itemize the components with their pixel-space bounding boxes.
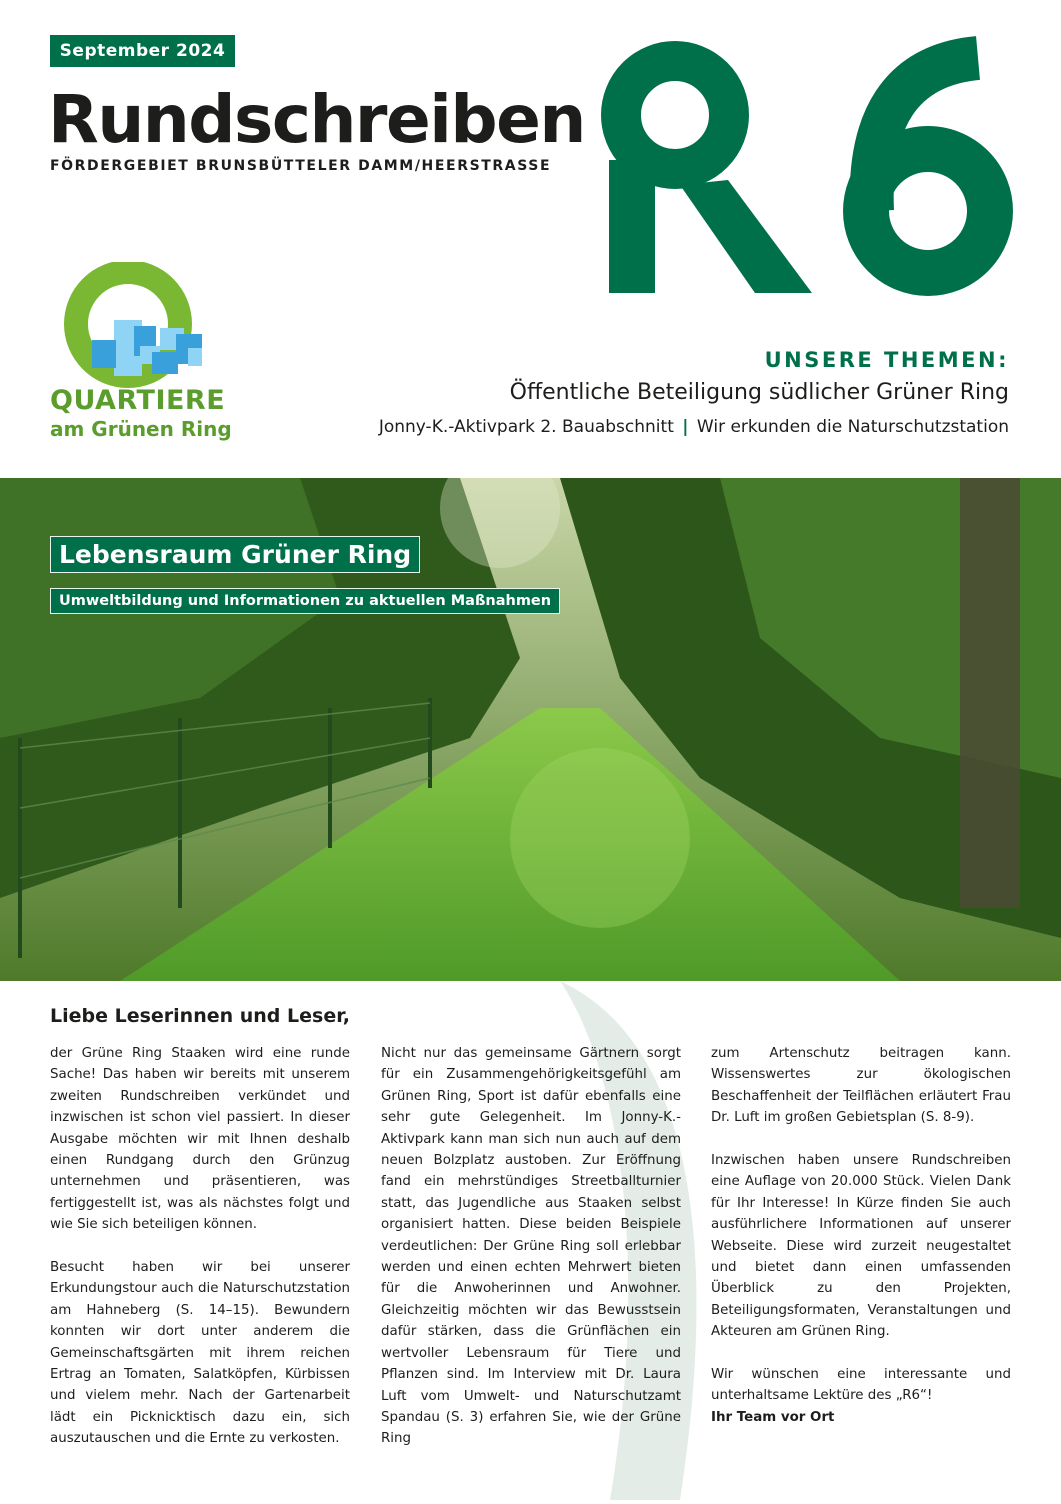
letter-column-3 [711, 1043, 1011, 1428]
newsletter-title: Rundschreiben [48, 81, 585, 158]
letter-column-2 [381, 1043, 681, 1471]
letter-paragraph: Wir wünschen eine interessante und unterhaltsame Lektüre des „R6“! [711, 1367, 1011, 1404]
theme-subtopics [379, 417, 1009, 437]
letter-paragraph: Besucht haben wir bei unserer Erkundungstour auch die Naturschutzstation am Hahneberg (S. 14–15). Bewundern konnten wir dort unter anderem die Gemeinschaftsgärten mit ihrem reichen Ertrag an Tomaten, Salatköpfen, Kürbissen und vielem mehr. Nach der Gartenarbeit lädt ein Picknicktisch dazu ein, sich auszutauschen und die Ernte zu verkosten. [50, 1260, 350, 1447]
r6-logo [600, 30, 1020, 304]
hero-headline: Lebensraum Grüner Ring [50, 536, 420, 573]
issue-date-tag: September 2024 [50, 35, 235, 67]
letter-column-1 [50, 1043, 350, 1471]
letter-paragraph: Inzwischen haben unsere Rundschreiben eine Auflage von 20.000 Stück. Vielen Dank für Ihr Interesse! In Kürze finden Sie auch ausführlichere Informationen auf unserer Webseite. Diese wird zurzeit neugestaltet und bietet dann einen umfassenden Überblick zu den Projekten, Beteiligungsformaten, Veranstaltungen und Akteuren am Grünen Ring. [711, 1153, 1011, 1340]
theme-main: Öffentliche Beteiligung südlicher Grüner Ring [509, 380, 1009, 405]
themes-heading: UNSERE THEMEN: [764, 348, 1009, 372]
letter-paragraph: der Grüne Ring Staaken wird eine runde Sache! Das haben wir bereits mit unserem zweiten Rundschreiben verkündet und inzwischen ist schon viel passiert. In dieser Ausgabe möchten wir mit Ihnen deshalb einen Rundgang durch den Grünzug unternehmen und präsentieren, was fertiggestellt ist, was als nächstes folgt und wie Sie sich beteiligen können. [50, 1046, 350, 1233]
letter-greeting: Liebe Leserinnen und Leser, [50, 1005, 351, 1027]
theme-sub1: Jonny-K.-Aktivpark 2. Bauabschnitt [378, 417, 674, 437]
quartiere-logo-line2: am Grünen Ring [50, 417, 232, 441]
letter-paragraph: zum Artenschutz beitragen kann. Wissenswertes zur ökologischen Beschaffenheit der Teilflächen erläutert Frau Dr. Luft im großen Gebietsplan (S. 8-9). [711, 1046, 1011, 1126]
quartiere-logo-line1: QUARTIERE [50, 385, 226, 416]
theme-separator: | [682, 417, 689, 437]
letter-signature: Ihr Team vor Ort [711, 1409, 835, 1425]
hero-subline: Umweltbildung und Informationen zu aktuellen Maßnahmen [50, 588, 560, 614]
theme-sub2: Wir erkunden die Naturschutzstation [696, 417, 1009, 437]
newsletter-subtitle: FÖRDERGEBIET BRUNSBÜTTELER DAMM/HEERSTRASSE [50, 158, 552, 174]
letter-paragraph: Nicht nur das gemeinsame Gärtnern sorgt für ein Zusammengehörigkeitsgefühl am Grünen Ring, Sport ist dafür ebenfalls eine sehr gute Gelegenheit. Im Jonny-K.-Aktivpark kann man sich nun auch auf dem neuen Bolzplatz austoben. Zur Eröffnung fand ein mehrstündiges Streetballturnier statt, das Jugendliche aus Staaken selbst organisiert hatten. Diese beiden Beispiele verdeutlichen: Der Grüne Ring soll erlebbar werden und einen echten Mehrwert bieten für die Anwoherinnen und Anwohner. Gleichzeitig möchten wir das Bewusstsein dafür stärken, dass die Grünflächen ein wertvoller Lebensraum für Tiere und Pflanzen sind. Im Interview mit Dr. Laura Luft vom Umwelt- und Naturschutzamt Spandau (S. 3) erfahren Sie, wie der Grüne Ring [381, 1046, 681, 1447]
